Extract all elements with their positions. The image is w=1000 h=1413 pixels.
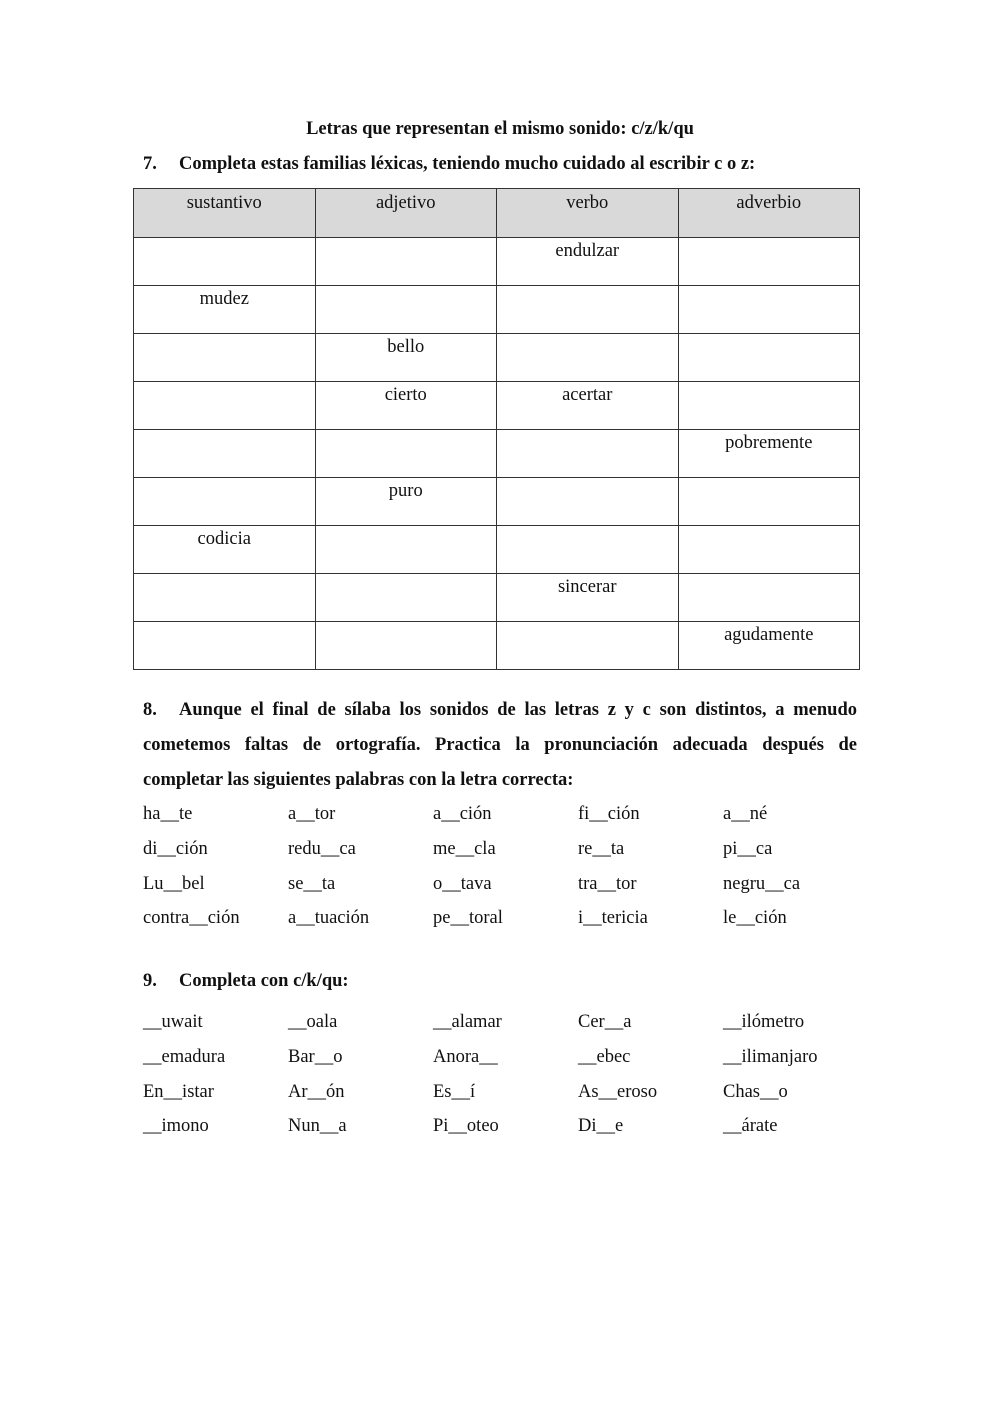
question-9-number: 9. bbox=[143, 971, 157, 991]
fill-in-word[interactable]: a__tor bbox=[288, 804, 336, 824]
fill-in-word[interactable]: Cer__a bbox=[578, 1012, 632, 1032]
question-7-heading bbox=[143, 154, 863, 175]
fill-in-word[interactable]: En__istar bbox=[143, 1081, 214, 1102]
table-row bbox=[134, 382, 860, 430]
question-7-number: 7. bbox=[143, 154, 157, 174]
table-row bbox=[134, 334, 860, 382]
fill-in-word[interactable]: Chas__o bbox=[723, 1081, 788, 1102]
table-cell[interactable] bbox=[315, 286, 497, 334]
fill-in-word[interactable]: __oala bbox=[288, 1012, 338, 1032]
table-cell[interactable] bbox=[315, 238, 497, 286]
table-cell[interactable]: mudez bbox=[134, 286, 316, 334]
table-cell[interactable] bbox=[134, 430, 316, 478]
fill-in-word[interactable]: fi__ción bbox=[578, 804, 640, 824]
table-cell[interactable] bbox=[497, 430, 679, 478]
table-cell[interactable] bbox=[315, 430, 497, 478]
table-row bbox=[134, 574, 860, 622]
word-row bbox=[143, 1005, 863, 1040]
table-cell[interactable]: endulzar bbox=[497, 238, 679, 286]
question-9-word-grid bbox=[143, 1005, 863, 1144]
question-7-instruction: Completa estas familias léxicas, teniendo mucho cuidado al escribir c o z: bbox=[179, 154, 756, 174]
table-cell[interactable]: bello bbox=[315, 334, 497, 382]
table-cell[interactable] bbox=[678, 478, 860, 526]
table-cell[interactable]: acertar bbox=[497, 382, 679, 430]
fill-in-word[interactable]: __ilómetro bbox=[723, 1012, 805, 1032]
header-sustantivo: sustantivo bbox=[134, 189, 316, 238]
table-cell[interactable] bbox=[315, 526, 497, 574]
table-row bbox=[134, 526, 860, 574]
fill-in-word[interactable]: pe__toral bbox=[433, 908, 503, 929]
table-cell[interactable] bbox=[134, 382, 316, 430]
header-verbo: verbo bbox=[497, 189, 679, 238]
word-row bbox=[143, 832, 863, 867]
fill-in-word[interactable]: o__tava bbox=[433, 873, 492, 894]
word-row bbox=[143, 797, 863, 832]
fill-in-word[interactable]: __imono bbox=[143, 1116, 209, 1137]
fill-in-word[interactable]: Es__í bbox=[433, 1081, 476, 1102]
fill-in-word[interactable]: Ar__ón bbox=[288, 1081, 345, 1102]
table-cell[interactable] bbox=[678, 286, 860, 334]
table-cell[interactable]: agudamente bbox=[678, 622, 860, 670]
word-row bbox=[143, 1109, 863, 1144]
table-cell[interactable] bbox=[497, 334, 679, 382]
table-cell[interactable] bbox=[134, 478, 316, 526]
question-8-word-grid bbox=[143, 797, 863, 936]
fill-in-word[interactable]: negru__ca bbox=[723, 873, 801, 894]
page-title: Letras que representan el mismo sonido: c/z/k/qu bbox=[306, 119, 694, 139]
table-cell[interactable] bbox=[134, 574, 316, 622]
table-row bbox=[134, 622, 860, 670]
question-9-instruction: Completa con c/k/qu: bbox=[179, 971, 349, 991]
table-cell[interactable] bbox=[497, 478, 679, 526]
fill-in-word[interactable]: __ebec bbox=[578, 1046, 631, 1067]
fill-in-word[interactable]: se__ta bbox=[288, 873, 336, 894]
question-8-number: 8. bbox=[143, 700, 157, 720]
question-9-heading bbox=[143, 971, 349, 992]
fill-in-word[interactable]: __alamar bbox=[433, 1012, 502, 1032]
table-cell[interactable] bbox=[134, 334, 316, 382]
fill-in-word[interactable]: Pi__oteo bbox=[433, 1116, 499, 1137]
table-cell[interactable] bbox=[678, 334, 860, 382]
fill-in-word[interactable]: re__ta bbox=[578, 838, 625, 859]
table-cell[interactable] bbox=[134, 238, 316, 286]
fill-in-word[interactable]: contra__ción bbox=[143, 908, 240, 929]
question-8-instruction bbox=[143, 693, 857, 797]
table-cell[interactable] bbox=[678, 238, 860, 286]
table-cell[interactable] bbox=[315, 622, 497, 670]
question-8-line-1: Aunque el final de sílaba los sonidos de las letras z y c son distintos, a menudo bbox=[179, 700, 857, 720]
fill-in-word[interactable]: i__tericia bbox=[578, 908, 648, 929]
fill-in-word[interactable]: __uwait bbox=[143, 1012, 203, 1032]
question-8-line-3: completar las siguientes palabras con la letra correcta: bbox=[143, 769, 574, 790]
table-cell[interactable]: codicia bbox=[134, 526, 316, 574]
word-row bbox=[143, 901, 863, 936]
fill-in-word[interactable]: Di__e bbox=[578, 1116, 624, 1137]
fill-in-word[interactable]: __árate bbox=[723, 1116, 778, 1137]
fill-in-word[interactable]: a__né bbox=[723, 804, 768, 824]
table-cell[interactable]: puro bbox=[315, 478, 497, 526]
fill-in-word[interactable]: __ilimanjaro bbox=[723, 1046, 818, 1067]
fill-in-word[interactable]: me__cla bbox=[433, 838, 496, 859]
table-cell[interactable] bbox=[678, 382, 860, 430]
fill-in-word[interactable]: __emadura bbox=[143, 1046, 226, 1067]
fill-in-word[interactable]: tra__tor bbox=[578, 873, 637, 894]
table-cell[interactable] bbox=[134, 622, 316, 670]
table-row bbox=[134, 238, 860, 286]
table-header-row bbox=[134, 189, 860, 238]
fill-in-word[interactable]: pi__ca bbox=[723, 838, 773, 859]
fill-in-word[interactable]: redu__ca bbox=[288, 838, 356, 859]
fill-in-word[interactable]: le__ción bbox=[723, 908, 787, 929]
fill-in-word[interactable]: Anora__ bbox=[433, 1046, 498, 1067]
question-8-line-2: cometemos faltas de ortografía. Practica la pronunciación adecuada después de bbox=[143, 734, 857, 755]
table-cell[interactable]: cierto bbox=[315, 382, 497, 430]
header-adverbio: adverbio bbox=[678, 189, 860, 238]
table-cell[interactable] bbox=[315, 574, 497, 622]
table-cell[interactable] bbox=[497, 286, 679, 334]
table-row bbox=[134, 478, 860, 526]
table-cell[interactable]: pobremente bbox=[678, 430, 860, 478]
table-cell[interactable] bbox=[678, 574, 860, 622]
fill-in-word[interactable]: Nun__a bbox=[288, 1116, 347, 1137]
word-row bbox=[143, 1040, 863, 1075]
table-row bbox=[134, 430, 860, 478]
fill-in-word[interactable]: ha__te bbox=[143, 804, 193, 824]
word-row bbox=[143, 867, 863, 902]
table-cell[interactable] bbox=[678, 526, 860, 574]
table-cell[interactable] bbox=[497, 526, 679, 574]
table-cell[interactable]: sincerar bbox=[497, 574, 679, 622]
fill-in-word[interactable]: Bar__o bbox=[288, 1046, 343, 1067]
table-cell[interactable] bbox=[497, 622, 679, 670]
fill-in-word[interactable]: di__ción bbox=[143, 838, 208, 859]
header-adjetivo: adjetivo bbox=[315, 189, 497, 238]
fill-in-word[interactable]: a__ción bbox=[433, 804, 492, 824]
fill-in-word[interactable]: As__eroso bbox=[578, 1081, 658, 1102]
lexical-families-table bbox=[133, 188, 860, 670]
fill-in-word[interactable]: a__tuación bbox=[288, 908, 370, 929]
table-row bbox=[134, 286, 860, 334]
fill-in-word[interactable]: Lu__bel bbox=[143, 873, 205, 894]
word-row bbox=[143, 1075, 863, 1110]
